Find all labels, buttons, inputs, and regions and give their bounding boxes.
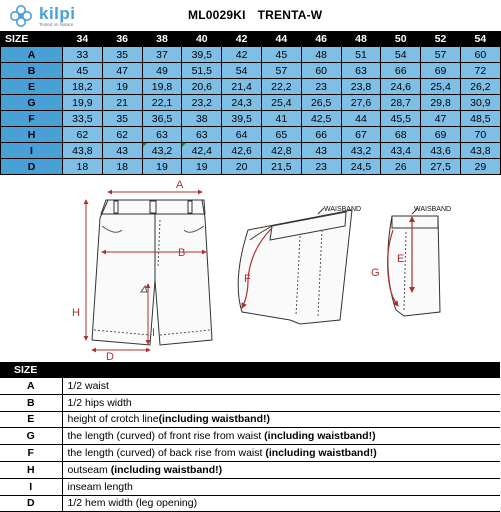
size-value-cell: 45 (63, 63, 103, 79)
size-value-cell: 54 (381, 47, 421, 63)
size-value-cell: 26,2 (460, 79, 500, 95)
logo-wordmark: kilpi (39, 4, 76, 23)
size-value-cell: 72 (460, 63, 500, 79)
size-value-cell: 64 (222, 127, 262, 143)
product-name: TRENTA-W (257, 8, 323, 22)
size-value-cell: 70 (460, 127, 500, 143)
size-value-cell: 18 (63, 159, 103, 175)
size-col: 38 (142, 32, 182, 47)
size-value-cell: 26,5 (301, 95, 341, 111)
size-row-g (1, 95, 501, 111)
size-value-cell: 35 (102, 111, 142, 127)
size-value-cell: 66 (301, 127, 341, 143)
size-value-cell: 25,4 (261, 95, 301, 111)
legend-code: F (0, 445, 62, 462)
legend-description (62, 478, 500, 495)
size-value-cell: 19 (102, 79, 142, 95)
size-value-cell: 30,9 (460, 95, 500, 111)
measurement-code: A (1, 47, 63, 63)
size-value-cell: 48,5 (460, 111, 500, 127)
legend-code: E (0, 411, 62, 428)
size-value-cell: 69 (421, 127, 461, 143)
size-value-cell: 43,2 (142, 143, 182, 159)
size-col: 50 (381, 32, 421, 47)
measurement-code: F (1, 111, 63, 127)
size-value-cell: 62 (102, 127, 142, 143)
legend-description (62, 411, 500, 428)
size-value-cell: 24,6 (381, 79, 421, 95)
size-value-cell: 21,4 (222, 79, 262, 95)
back-rise-drawing (238, 210, 352, 324)
size-value-cell: 21 (102, 95, 142, 111)
size-value-cell: 37 (142, 47, 182, 63)
size-value-cell: 20 (222, 159, 262, 175)
size-col: 54 (460, 32, 500, 47)
legend-description (62, 461, 500, 478)
size-value-cell: 43,2 (341, 143, 381, 159)
size-row-e (1, 79, 501, 95)
legend-row-g (0, 428, 500, 445)
legend-text: the length (curved) of front rise from waist (67, 430, 265, 443)
size-value-cell: 43,6 (421, 143, 461, 159)
legend-row-e (0, 411, 500, 428)
size-value-cell: 45,5 (381, 111, 421, 127)
size-value-cell: 19 (142, 159, 182, 175)
legend-description (62, 445, 500, 462)
size-value-cell: 51,5 (182, 63, 222, 79)
size-value-cell: 18 (102, 159, 142, 175)
legend-code: A (0, 378, 62, 395)
size-value-cell: 54 (222, 63, 262, 79)
legend-code: B (0, 394, 62, 411)
front-rise-drawing (388, 216, 440, 316)
legend-code: G (0, 428, 62, 445)
legend-description (62, 394, 500, 411)
size-value-cell: 39,5 (182, 47, 222, 63)
legend-text: outseam (67, 463, 111, 476)
legend-emphasis: (including waistband!) (110, 463, 223, 476)
size-value-cell: 42,8 (261, 143, 301, 159)
label-e: E (397, 253, 405, 265)
size-value-cell: 35 (102, 47, 142, 63)
size-value-cell: 23 (301, 159, 341, 175)
size-row-f (1, 111, 501, 127)
size-value-cell: 23 (301, 79, 341, 95)
measurement-code: D (1, 159, 63, 175)
size-value-cell: 67 (341, 127, 381, 143)
size-value-cell: 20,6 (182, 79, 222, 95)
size-value-cell: 41 (261, 111, 301, 127)
size-value-cell: 60 (301, 63, 341, 79)
size-value-cell: 47 (421, 111, 461, 127)
size-value-cell: 66 (381, 63, 421, 79)
size-value-cell: 63 (341, 63, 381, 79)
logo-tagline: Tested on Nature (39, 22, 74, 27)
header (0, 0, 500, 30)
label-i: I (152, 327, 156, 339)
legend-description (62, 378, 500, 395)
label-waisband-front: WAISBAND (414, 206, 452, 213)
legend-text: height of crotch line (67, 413, 159, 426)
size-row-b (1, 63, 501, 79)
size-value-cell: 23,2 (182, 95, 222, 111)
measurement-legend-table (0, 362, 500, 512)
size-value-cell: 36,5 (142, 111, 182, 127)
size-value-cell: 43,8 (460, 143, 500, 159)
legend-header-row (0, 363, 500, 378)
size-value-cell: 48 (301, 47, 341, 63)
size-col: 42 (222, 32, 262, 47)
label-d: D (106, 351, 114, 363)
size-value-cell: 47 (102, 63, 142, 79)
label-f: F (244, 273, 251, 285)
size-value-cell: 44 (341, 111, 381, 127)
size-value-cell: 22,2 (261, 79, 301, 95)
size-value-cell: 43,4 (381, 143, 421, 159)
legend-row-f (0, 445, 500, 462)
size-col: 44 (261, 32, 301, 47)
measurement-diagram (0, 170, 500, 362)
legend-description (62, 428, 500, 445)
size-value-cell: 33,5 (63, 111, 103, 127)
legend-text: the length (curved) of back rise from waist (67, 447, 266, 460)
label-h: H (72, 307, 80, 319)
legend-text: 1/2 waist (67, 379, 109, 392)
size-value-cell: 62 (63, 127, 103, 143)
size-col: 40 (182, 32, 222, 47)
size-row-i (1, 143, 501, 159)
legend-emphasis: (including waistband!) (158, 413, 270, 426)
legend-code: D (0, 495, 62, 512)
size-value-cell: 27,6 (341, 95, 381, 111)
size-col: 52 (421, 32, 461, 47)
label-waisband-back: WAISBAND (324, 206, 362, 213)
product-title (188, 8, 322, 22)
size-value-cell: 63 (142, 127, 182, 143)
size-value-cell: 29,8 (421, 95, 461, 111)
legend-code: H (0, 461, 62, 478)
label-g: G (371, 267, 380, 279)
size-row-h (1, 127, 501, 143)
size-value-cell: 60 (460, 47, 500, 63)
label-a: A (176, 179, 184, 191)
size-value-cell: 19 (182, 159, 222, 175)
legend-code: I (0, 478, 62, 495)
legend-row-a (0, 378, 500, 395)
size-value-cell: 21,5 (261, 159, 301, 175)
size-value-cell: 49 (142, 63, 182, 79)
measurement-code: B (1, 63, 63, 79)
size-value-cell: 19,9 (63, 95, 103, 111)
size-value-cell: 27,5 (421, 159, 461, 175)
kilpi-logo (8, 3, 98, 29)
size-header-row (1, 32, 501, 47)
legend-text: 1/2 hips width (67, 396, 132, 409)
size-value-cell: 22,1 (142, 95, 182, 111)
legend-description (62, 495, 500, 512)
size-col: 34 (63, 32, 103, 47)
legend-row-i (0, 478, 500, 495)
legend-row-h (0, 461, 500, 478)
legend-row-b (0, 394, 500, 411)
measurement-code: G (1, 95, 63, 111)
size-value-cell: 18,2 (63, 79, 103, 95)
size-value-cell: 51 (341, 47, 381, 63)
legend-emphasis: (including waistband!) (264, 430, 376, 443)
size-value-cell: 29 (460, 159, 500, 175)
size-value-cell: 63 (182, 127, 222, 143)
size-value-cell: 45 (261, 47, 301, 63)
size-value-cell: 28,7 (381, 95, 421, 111)
size-value-cell: 24,3 (222, 95, 262, 111)
legend-text: 1/2 hem width (leg opening) (67, 497, 198, 510)
size-value-cell: 42,6 (222, 143, 262, 159)
size-col: 36 (102, 32, 142, 47)
size-value-cell: 57 (261, 63, 301, 79)
label-b: B (178, 247, 186, 259)
size-value-cell: 25,4 (421, 79, 461, 95)
size-value-cell: 24,5 (341, 159, 381, 175)
size-value-cell: 43,8 (63, 143, 103, 159)
size-value-cell: 33 (63, 47, 103, 63)
size-value-cell: 39,5 (222, 111, 262, 127)
legend-emphasis: (including waistband!) (265, 447, 377, 460)
size-header-label: SIZE (1, 32, 63, 47)
size-value-cell: 19,8 (142, 79, 182, 95)
measurement-code: H (1, 127, 63, 143)
size-value-cell: 43 (102, 143, 142, 159)
size-value-cell: 57 (421, 47, 461, 63)
measurement-code: E (1, 79, 63, 95)
size-chart-table (0, 31, 501, 175)
size-value-cell: 26 (381, 159, 421, 175)
size-value-cell: 65 (261, 127, 301, 143)
legend-text: inseam length (67, 480, 133, 493)
logo-flower-icon (8, 3, 34, 29)
size-value-cell: 69 (421, 63, 461, 79)
legend-row-d (0, 495, 500, 512)
product-code: ML0029KI (188, 8, 246, 22)
size-col: 48 (341, 32, 381, 47)
size-col: 46 (301, 32, 341, 47)
size-value-cell: 23,8 (341, 79, 381, 95)
size-value-cell: 38 (182, 111, 222, 127)
size-value-cell: 68 (381, 127, 421, 143)
size-value-cell: 43 (301, 143, 341, 159)
size-value-cell: 42 (222, 47, 262, 63)
size-row-a (1, 47, 501, 63)
size-value-cell: 42,4 (182, 143, 222, 159)
size-value-cell: 42,5 (301, 111, 341, 127)
legend-header-label: SIZE (0, 363, 500, 378)
measurement-code: I (1, 143, 63, 159)
shorts-front-drawing (92, 200, 212, 345)
